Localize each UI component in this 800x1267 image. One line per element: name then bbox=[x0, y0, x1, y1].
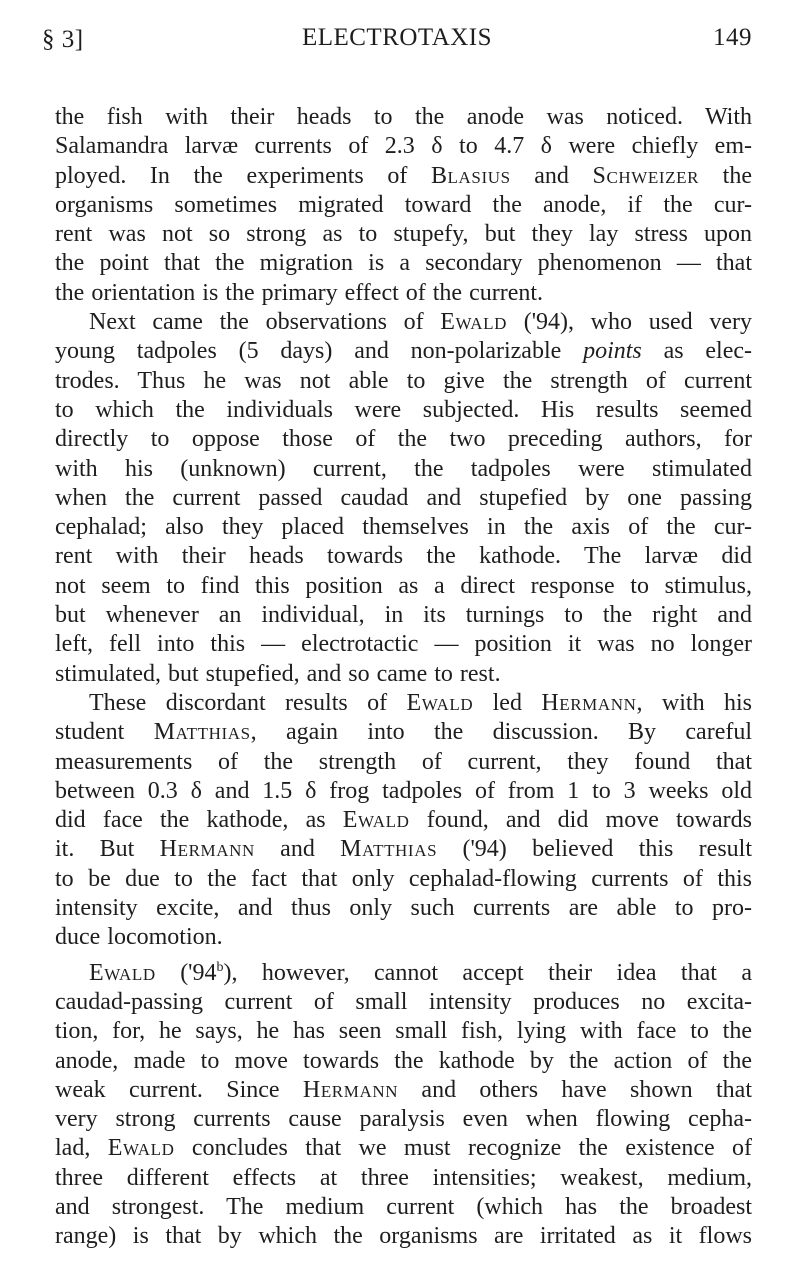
text-line: Salamandra larvæ currents of 2.3 δ to 4.7 δ were chiefly em- bbox=[55, 133, 752, 160]
paragraph bbox=[55, 953, 752, 1252]
running-header bbox=[42, 18, 752, 58]
text-line: it. But Hermann and Matthias ('94) believed this result bbox=[55, 836, 752, 863]
chapter-title: ELECTROTAXIS bbox=[301, 24, 493, 51]
paragraph bbox=[55, 308, 752, 689]
text-line: lad, Ewald concludes that we must recognize the existence of bbox=[55, 1135, 752, 1162]
text-line: between 0.3 δ and 1.5 δ frog tadpoles of from 1 to 3 weeks old bbox=[55, 777, 752, 804]
text-line: did face the kathode, as Ewald found, and did move towards bbox=[55, 807, 752, 834]
text-line: weak current. Since Hermann and others have shown that bbox=[55, 1076, 752, 1103]
text-line: the point that the migration is a secondary phenomenon — that bbox=[55, 250, 752, 277]
text-line: with his (unknown) current, the tadpoles were stimulated bbox=[55, 455, 752, 482]
text-line: stimulated, but stupefied, and so came to rest. bbox=[55, 660, 501, 687]
text-line: measurements of the strength of current, they found that bbox=[55, 748, 752, 775]
text-line: left, fell into this — electrotactic — position it was no longer bbox=[55, 631, 752, 658]
text-line: rent was not so strong as to stupefy, but they lay stress upon bbox=[55, 221, 752, 248]
text-line: the orientation is the primary effect of the current. bbox=[55, 279, 544, 306]
text-line: three different effects at three intensities; weakest, medium, bbox=[55, 1164, 752, 1191]
text-line: Ewald ('94$^b$), however, cannot accept their idea that a bbox=[89, 959, 752, 986]
text-line: rent with their heads towards the kathode. The larvæ did bbox=[55, 543, 752, 570]
text-line: duce locomotion. bbox=[55, 924, 223, 951]
text-line: These discordant results of Ewald led Hermann, with his bbox=[89, 689, 752, 716]
text-line: trodes. Thus he was not able to give the strength of current bbox=[55, 367, 752, 394]
paragraph bbox=[55, 689, 752, 953]
text-line: directly to oppose those of the two preceding authors, for bbox=[55, 426, 752, 453]
text-line: very strong currents cause paralysis even when flowing cepha- bbox=[55, 1106, 752, 1133]
text-line: and strongest. The medium current (which has the broadest bbox=[55, 1193, 752, 1220]
text-line: anode, made to move towards the kathode by the action of the bbox=[55, 1047, 752, 1074]
text-line: intensity excite, and thus only such currents are able to pro- bbox=[55, 895, 752, 922]
text-line: ployed. In the experiments of Blasius and Schweizer the bbox=[55, 162, 752, 189]
text-line: when the current passed caudad and stupefied by one passing bbox=[55, 484, 752, 511]
text-line: Next came the observations of Ewald ('94), who used very bbox=[89, 309, 752, 336]
text-line: to be due to the fact that only cephalad-flowing currents of this bbox=[55, 865, 752, 892]
text-line: but whenever an individual, in its turnings to the right and bbox=[55, 602, 752, 629]
text-line: cephalad; also they placed themselves in the axis of the cur- bbox=[55, 514, 752, 541]
text-line: student Matthias, again into the discussion. By careful bbox=[55, 719, 752, 746]
text-line: young tadpoles (5 days) and non-polarizable points as elec- bbox=[55, 338, 752, 365]
text-line: not seem to find this position as a direct response to stimulus, bbox=[55, 572, 752, 599]
text-line: range) is that by which the organisms are irritated as it flows bbox=[55, 1223, 752, 1250]
section-marker: § 3] bbox=[42, 26, 84, 53]
text-line: the fish with their heads to the anode was noticed. With bbox=[55, 104, 752, 130]
text-line: organisms sometimes migrated toward the anode, if the cur- bbox=[55, 191, 752, 218]
text-line: tion, for, he says, he has seen small fish, lying with face to the bbox=[55, 1018, 752, 1045]
text-line: caudad-passing current of small intensity produces no excita- bbox=[55, 988, 752, 1015]
text-line: to which the individuals were subjected. His results seemed bbox=[55, 396, 752, 423]
page-number: 149 bbox=[713, 24, 752, 51]
paragraph bbox=[55, 103, 752, 308]
body-text bbox=[55, 103, 752, 1252]
